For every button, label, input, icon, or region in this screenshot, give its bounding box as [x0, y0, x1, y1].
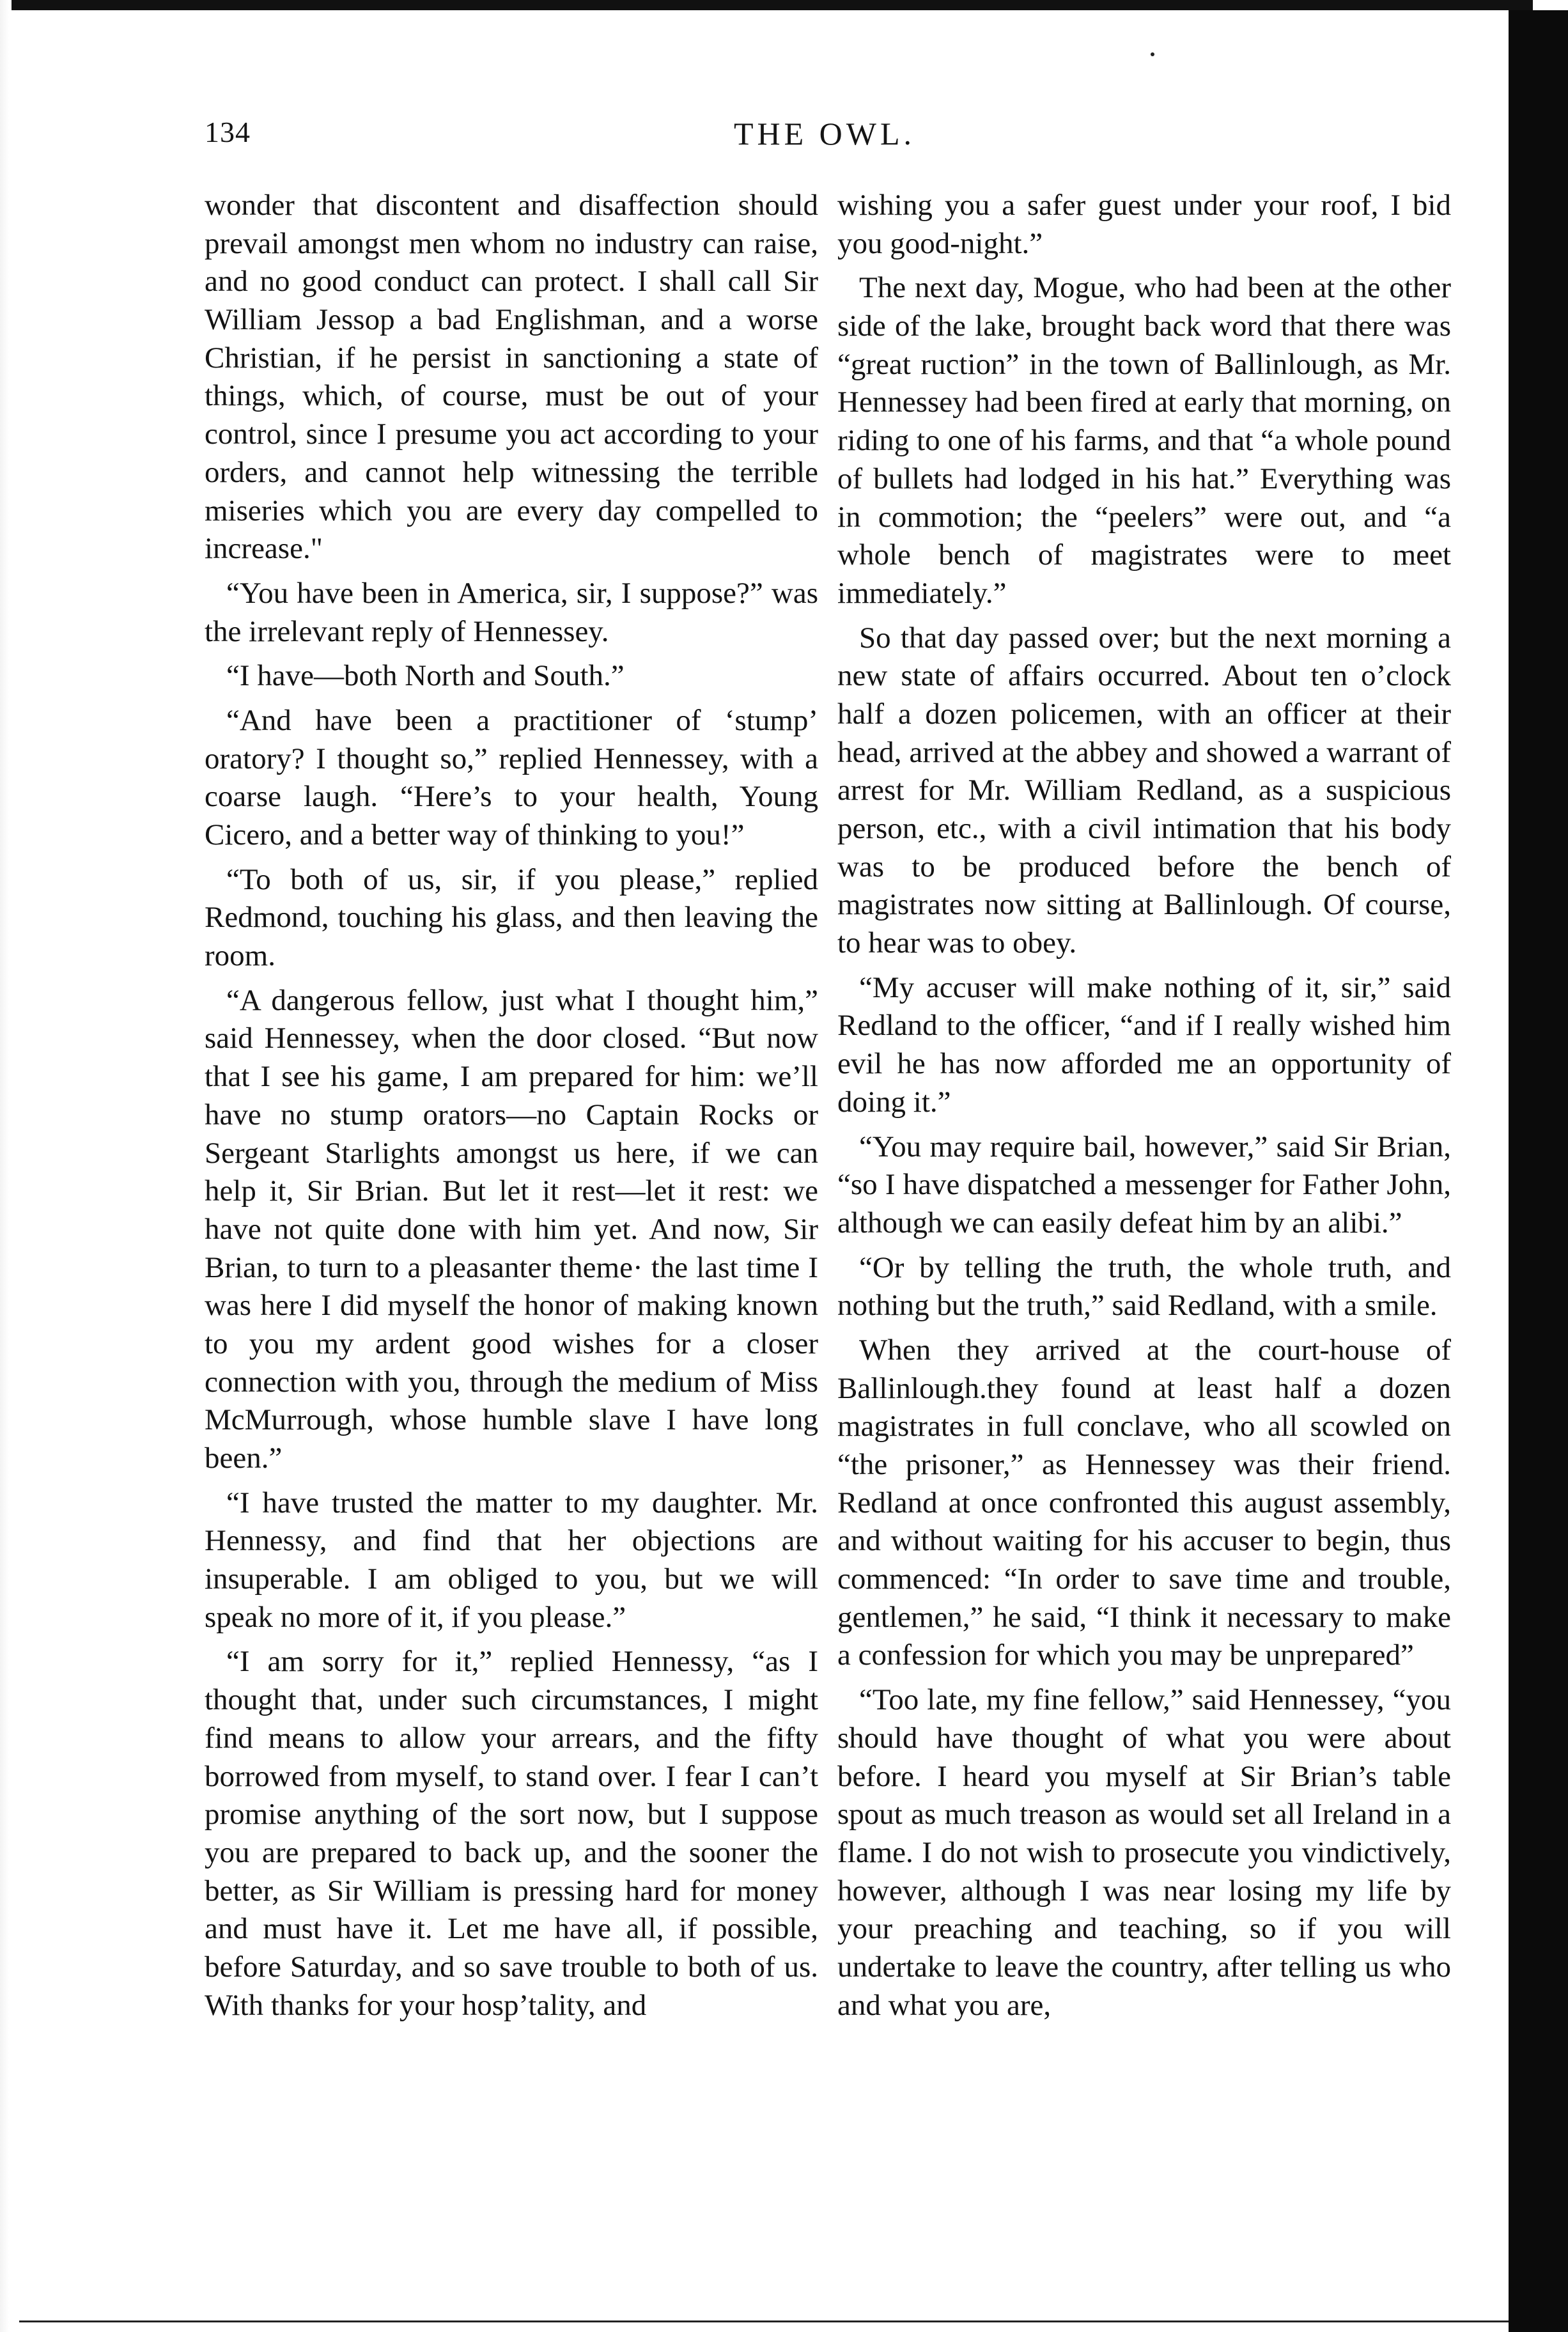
paragraph: “I have—both North and South.”: [226, 659, 625, 693]
paragraph: “A dangerous fellow, just what I thought him,” said Hennessey, when the door closed. “But now that I see his game, I am prepared for him: we’ll have no stump orators—no Captain Rocks or Sergeant Starlights amongst us here, if we can help it, Sir Brian. But let it rest—let it rest: we have not quite done with him yet. And now, Sir Brian, to turn to a pleasanter theme· the last time I was here I did myself the honor of making known to you my ardent good wishes for a closer connection with you, through the medium of Miss McMurrough, whose humble slave I have long been.”: [205, 983, 818, 1475]
page-left-edge: [0, 0, 9, 2332]
paragraph: “You may require bail, however,” said Sir Brian, “so I have dispatched a messenger for Father John, although we can easily defeat him by an alibi.”: [837, 1130, 1451, 1240]
right-column: [837, 187, 1451, 2031]
paragraph: “I am sorry for it,” replied Hennessy, “as I thought that, under such circumstances, I might find means to allow your arrears, and the fifty borrowed from myself, to stand over. I fear I can’t promise anything of the sort now, but I suppose you are prepared to back up, and the sooner the better, as Sir William is pressing hard for money and must have it. Let me have all, if possible, before Saturday, and so save trouble to both of us. With thanks for your hosp’tality, and: [205, 1645, 818, 2022]
paragraph: So that day passed over; but the next morning a new state of affairs occurred. About ten o’clock half a dozen policemen, with an officer at their head, arrived at the abbey and showed a warrant of arrest for Mr. William Redland, as a suspicious person, etc., with a civil intimation that his body was to be produced before the bench of magistrates now sitting at Ballinlough. Of course, to hear was to obey.: [837, 621, 1451, 960]
paragraph: “I have trusted the matter to my daughter. Mr. Hennessy, and find that her objections are insuperable. I am obliged to you, but we will speak no more of it, if you please.”: [205, 1486, 818, 1634]
paragraph: When they arrived at the court-house of Ballinlough.they found at least half a dozen magistrates in full conclave, who all scowled on “the prisoner,” as Hennessey was their friend. Redland at once confronted this august assembly, and without waiting for his accuser to begin, thus commenced: “In order to save time and trouble, gentlemen,” he said, “I think it necessary to make a confession for which you may be unprepared”: [837, 1333, 1451, 1672]
page-header: [205, 115, 1445, 160]
scan-top-border: [12, 0, 1533, 10]
paragraph: “To both of us, sir, if you please,” replied Redmond, touching his glass, and then leaving the room.: [205, 862, 818, 973]
left-column: [205, 187, 818, 2031]
paragraph: wishing you a safer guest under your roof, I bid you good-night.”: [837, 189, 1451, 260]
paragraph: “Or by telling the truth, the whole truth, and nothing but the truth,” said Redland, with a smile.: [837, 1250, 1451, 1323]
paragraph: “Too late, my fine fellow,” said Hennessey, “you should have thought of what you were about before. I heard you myself at Sir Brian’s table spout as much treason as would set all Ireland in a flame. I do not wish to prosecute you vindictively, however, although I was near losing my life by your preaching and teaching, so if you will undertake to leave the country, after telling us who and what you are,: [837, 1683, 1451, 2022]
page-number: 134: [205, 116, 251, 148]
paragraph: “And have been a practitioner of ‘stump’ oratory? I thought so,” replied Hennessey, with a coarse laugh. “Here’s to your health, Young Cicero, and a better way of thinking to you!”: [205, 703, 818, 851]
scan-right-border: [1509, 10, 1568, 2332]
running-head: THE OWL.: [733, 116, 916, 152]
scan-speck-mark: [1151, 52, 1154, 56]
paragraph: “My accuser will make nothing of it, sir,” said Redland to the officer, “and if I really wished him evil he has now afforded me an opportunity of doing it.”: [837, 970, 1451, 1119]
paragraph: The next day, Mogue, who had been at the other side of the lake, brought back word that there was “great ruction” in the town of Ballinlough, as Mr. Hennessey had been fired at early that morning, on riding to one of his farms, and that “a whole pound of bullets had lodged in his hat.” Everything was in commotion; the “peelers” were out, and “a whole bench of magistrates were to meet immediately.”: [837, 271, 1451, 610]
paragraph: wonder that discontent and disaffection should prevail amongst men whom no industry can raise, and no good conduct can protect. I shall call Sir William Jessop a bad Englishman, and a worse Christian, if he persist in sanctioning a state of things, which, of course, must be out of your control, since I presume you act according to your orders, and cannot help witnessing the terrible miseries which you are every day compelled to increase.": [205, 189, 818, 566]
paragraph: “You have been in America, sir, I suppose?” was the irrelevant reply of Hennessey.: [205, 576, 818, 648]
scan-bottom-border: [19, 2320, 1509, 2322]
